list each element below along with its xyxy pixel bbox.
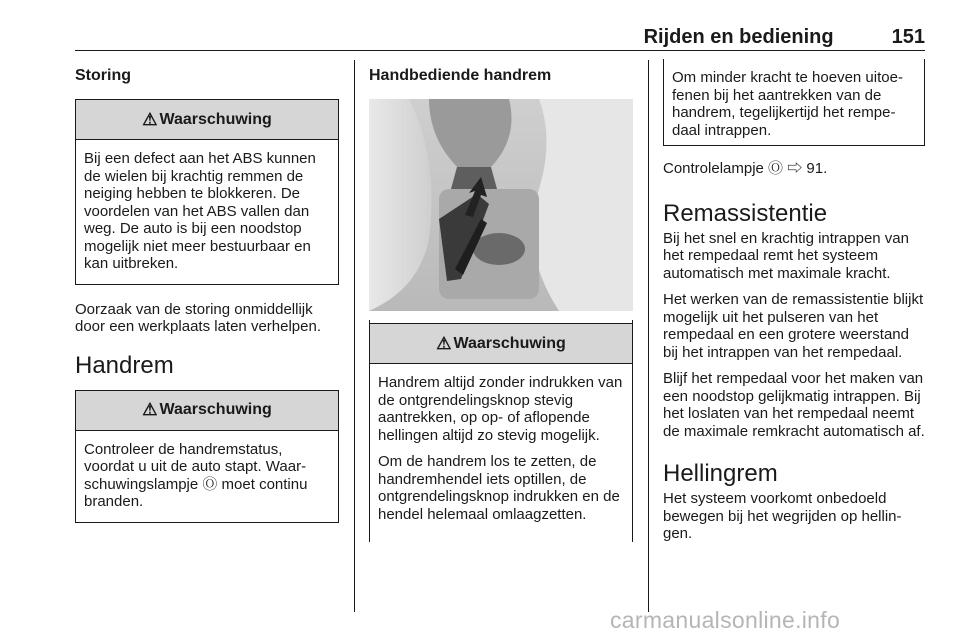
- warning-text-2: Om de handrem los te zetten, de handremhendel iets optillen, de ontgrendelingsknop indrukken en de hendel helemaal omlaagzetten.: [378, 453, 620, 523]
- column-2: [369, 60, 633, 550]
- handbrake-illustration: [369, 99, 633, 311]
- note-text: Om minder kracht te hoeven uitoefenen bij het aantrekken van de handrem, tegelijkertijd het rempedaal intrappen.: [672, 69, 903, 139]
- handrem-heading: Handrem: [75, 351, 174, 379]
- warning-title: ⚠ Waarschuwing: [370, 324, 632, 364]
- warning-text: Bij een defect aan het ABS kunnen de wielen bij krachtig remmen de neiging hebben te blokkeren. De voordelen van het ABS vallen dan weg. De auto is bij een noodstop mogelijk niet meer bestuurbaar en kan uitbreken.: [84, 150, 316, 272]
- remassistentie-paragraph-3: Blijf het rempedaal voor het maken van een noodstop gelijkmatig intrappen. Bij het loslaten van het rempedaal neemt de maximale remkracht automatisch af.: [663, 370, 925, 440]
- column-1: [75, 60, 339, 539]
- handbrake-photo: [369, 99, 633, 311]
- warning-body: [76, 140, 338, 284]
- warning-triangle-icon: ⚠: [142, 400, 158, 419]
- hellingrem-heading: Hellingrem: [663, 460, 778, 487]
- warning-triangle-icon: ⚠: [436, 333, 452, 353]
- warning-text-1: Handrem altijd zonder indrukken van de ontgrendelingsknop stevig aantrekken, op op- of aflopende hellingen altijd zo stevig mogelijk.: [378, 374, 623, 444]
- handbediende-handrem-heading: Handbediende handrem: [369, 67, 552, 84]
- warning-body: [370, 364, 632, 534]
- warning-body: [76, 431, 338, 522]
- page-number: 151: [891, 26, 925, 48]
- column-3: [663, 60, 925, 552]
- header-rule: [75, 50, 925, 51]
- section-title: Rijden en bediening: [643, 26, 834, 48]
- warning-text: Controleer de handremstatus, voordat u uit de auto stapt. Waarschuwingslampje Ⓞ moet continu branden.: [84, 440, 308, 510]
- column-divider-2: [648, 60, 649, 612]
- note-box: [663, 59, 925, 146]
- storing-text: Oorzaak van de storing onmiddellijk door een werkplaats laten verhelpen.: [75, 300, 321, 335]
- remassistentie-paragraph-2: Het werken van de remassistentie blijkt mogelijk uit het pulseren van het rempedaal en een grotere weerstand bij het intrappen van het rempedaal.: [663, 291, 924, 361]
- remassistentie-paragraph-1: Bij het snel en krachtig intrappen van het rempedaal remt het systeem automatisch met maximale kracht.: [663, 229, 909, 282]
- page-header: [75, 26, 925, 48]
- warning-box-right-edge: [632, 320, 633, 542]
- warning-box-handrem: [75, 390, 339, 523]
- warning-box-abs: [75, 99, 339, 285]
- controlelampje-text: Controlelampje Ⓞ ⇨ 91.: [663, 160, 828, 177]
- warning-box-left-edge: [369, 320, 370, 542]
- storing-heading: Storing: [75, 67, 131, 84]
- remassistentie-heading: Remassistentie: [663, 199, 828, 227]
- hellingrem-paragraph: Het systeem voorkomt onbedoeld bewegen bij het wegrijden op hellingen.: [663, 490, 902, 542]
- warning-box-handbediende: [369, 323, 633, 534]
- warning-title: ⚠ Waarschuwing: [76, 100, 338, 140]
- warning-triangle-icon: ⚠: [142, 109, 158, 129]
- watermark: carmanualsonline.info: [610, 607, 841, 633]
- column-divider-1: [354, 60, 355, 612]
- warning-title: ⚠ Waarschuwing: [76, 391, 338, 431]
